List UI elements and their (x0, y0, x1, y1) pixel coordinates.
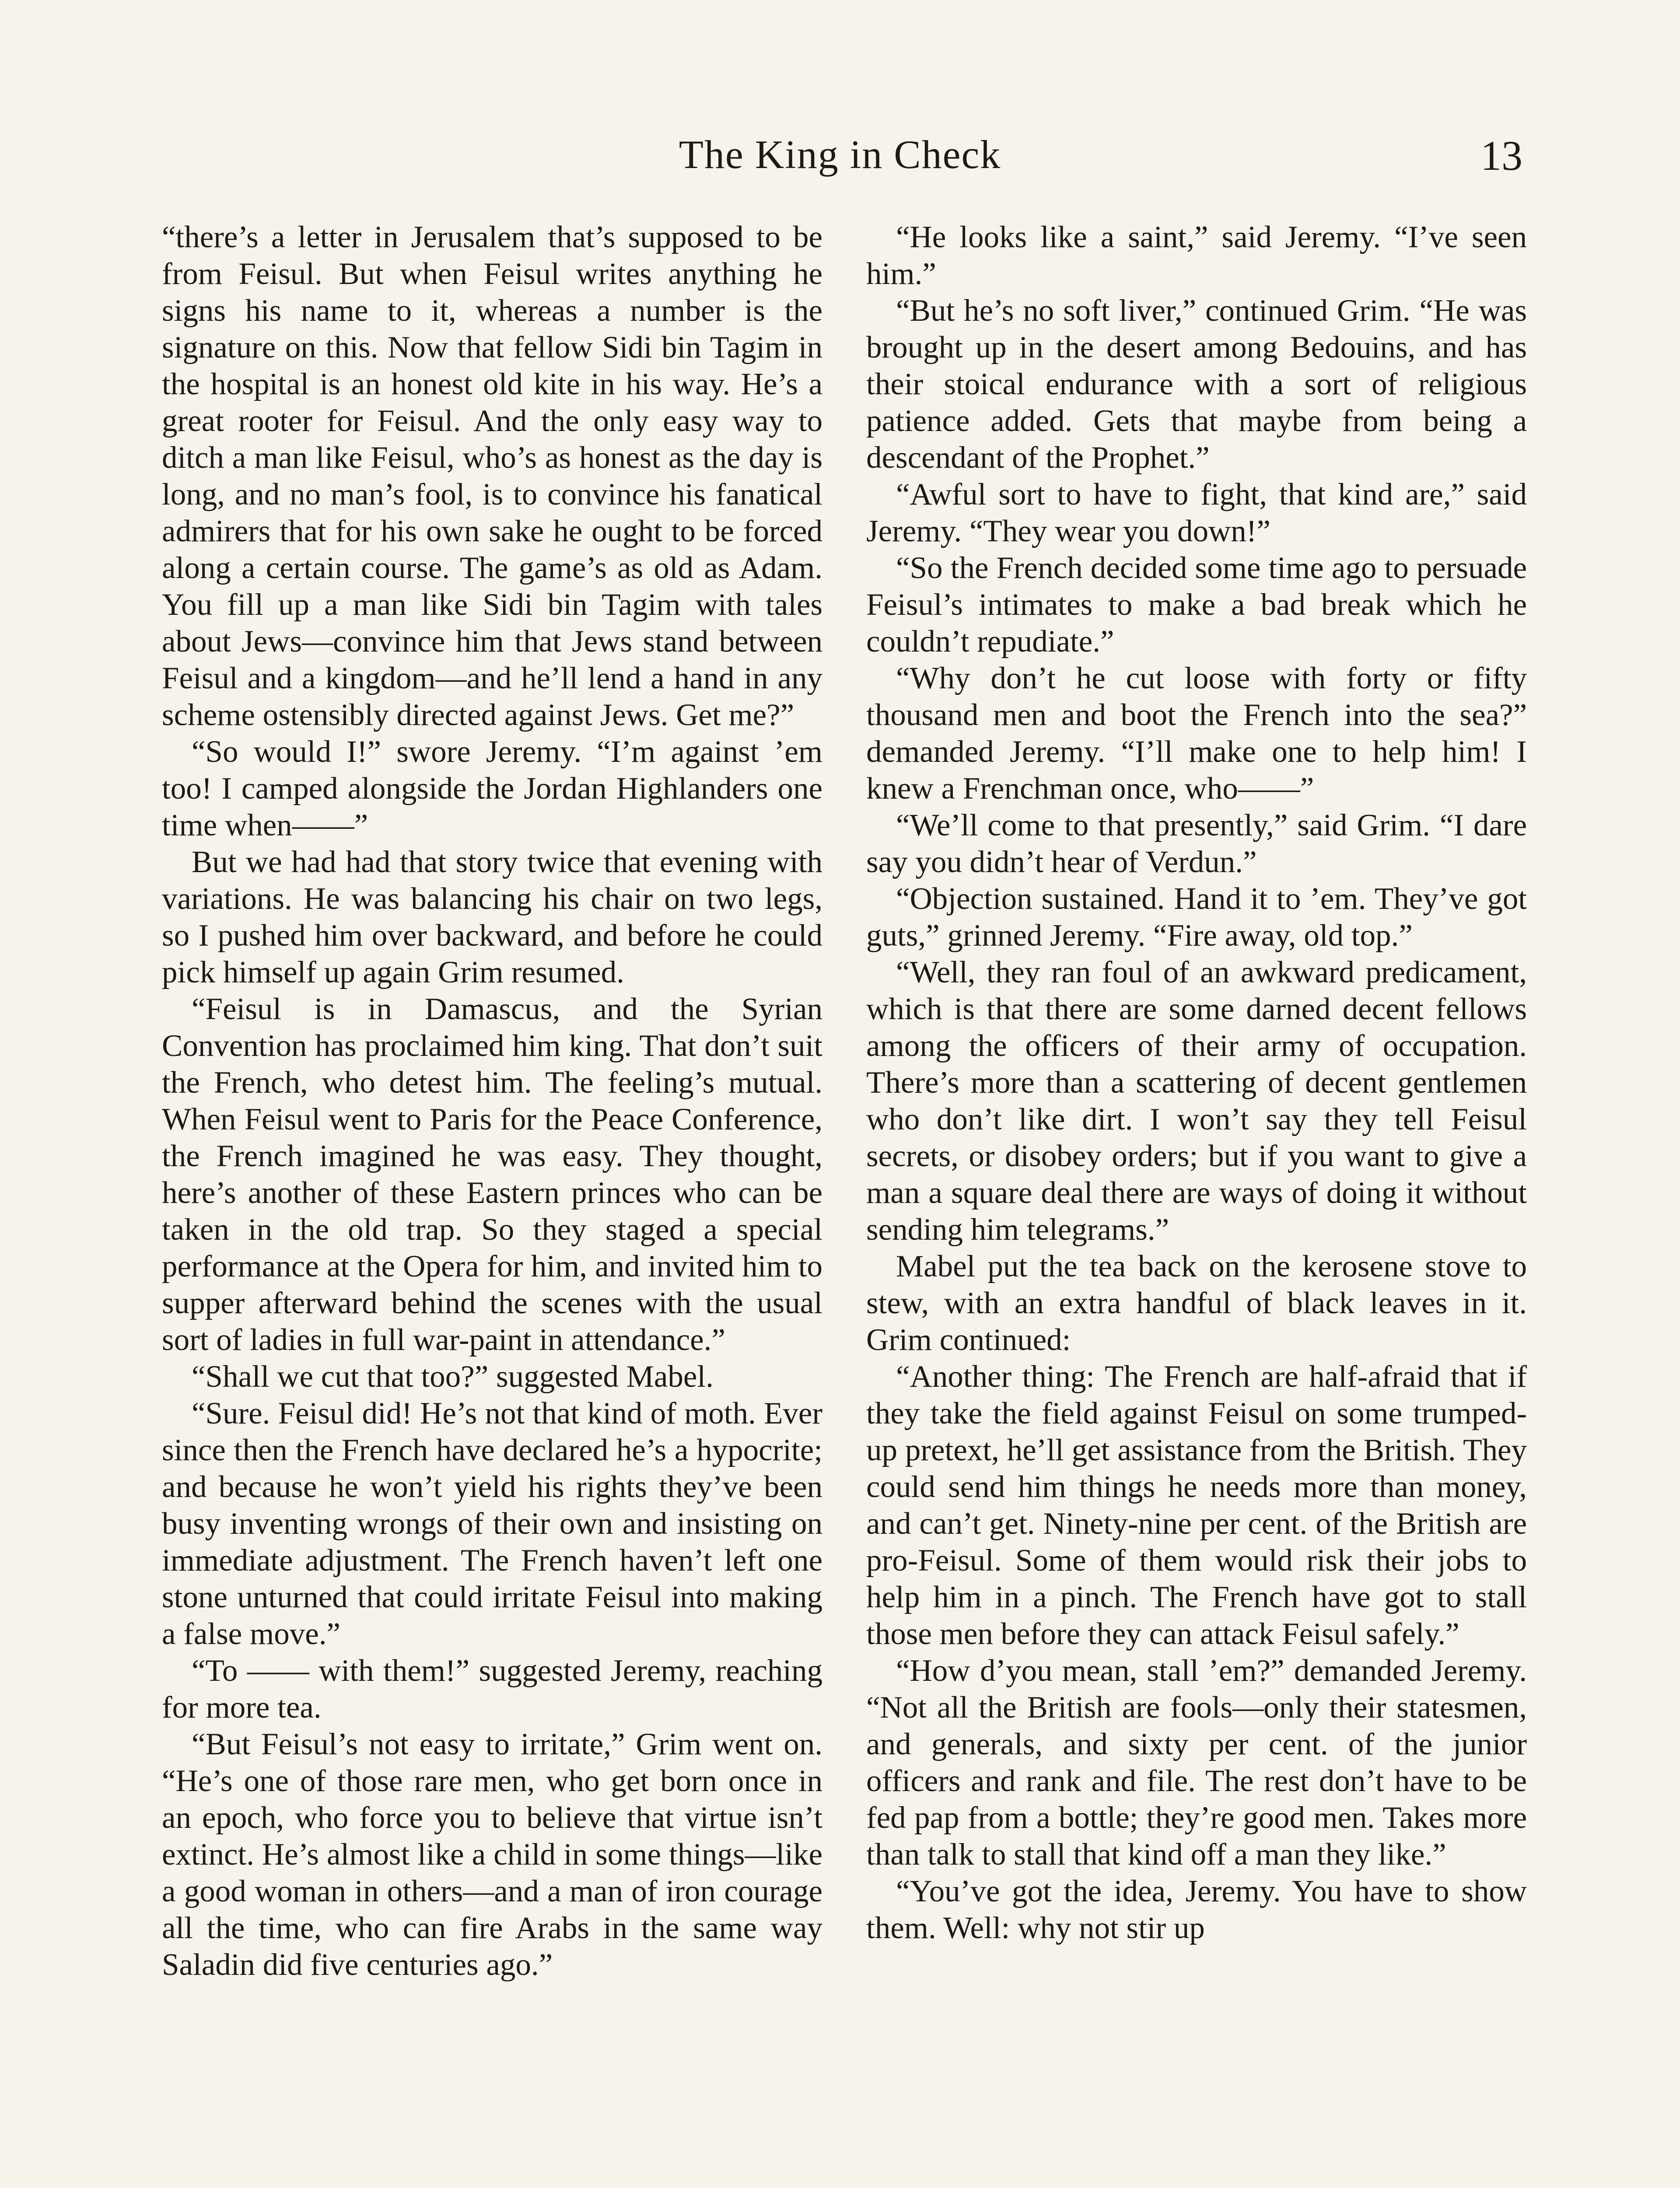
paragraph: “To —— with them!” suggested Jeremy, reaching for more tea. (162, 1654, 822, 1725)
right-column (866, 219, 1527, 2188)
paragraph: “Awful sort to have to fight, that kind are,” said Jeremy. “They wear you down!” (866, 477, 1527, 548)
paragraph: “Well, they ran foul of an awkward predicament, which is that there are some darned decent fellows among the officers of their army of occupation. There’s more than a scattering of decent gentlemen who don’t like dirt. I won’t say they tell Feisul secrets, or disobey orders; but if you want to give a man a square deal there are ways of doing it without sending him telegrams.” (866, 955, 1527, 1247)
left-column (162, 219, 822, 2188)
paragraph: “Why don’t he cut loose with forty or fifty thousand men and boot the French into the sea?” demanded Jeremy. “I’ll make one to help him! I knew a Frenchman once, who——” (866, 661, 1527, 806)
paragraph: “So the French decided some time ago to persuade Feisul’s intimates to make a bad break which he couldn’t repudiate.” (866, 551, 1527, 659)
text-columns (162, 219, 1527, 2188)
paragraph: “But Feisul’s not easy to irritate,” Grim went on. “He’s one of those rare men, who get born once in an epoch, who force you to believe that virtue isn’t extinct. He’s almost like a child in some things—like a good woman in others—and a man of iron courage all the time, who can fire Arabs in the same way Saladin did five centuries ago.” (162, 1727, 822, 1982)
paragraph: Mabel put the tea back on the kerosene stove to stew, with an extra handful of black leaves in it. Grim continued: (866, 1249, 1527, 1357)
page-header (0, 131, 1680, 188)
paragraph: “Objection sustained. Hand it to ’em. They’ve got guts,” grinned Jeremy. “Fire away, old top.” (866, 882, 1527, 953)
paragraph: “But he’s no soft liver,” continued Grim. “He was brought up in the desert among Bedouins, and has their stoical endurance with a sort of religious patience added. Gets that maybe from being a descendant of the Prophet.” (866, 294, 1527, 475)
running-title: The King in Check (679, 132, 1001, 177)
paragraph: “You’ve got the idea, Jeremy. You have to show them. Well: why not stir up (866, 1874, 1527, 1945)
paragraph: “Another thing: The French are half-afraid that if they take the field against Feisul on some trumped-up pretext, he’ll get assistance from the British. They could send him things he needs more than money, and can’t get. Ninety-nine per cent. of the British are pro-Feisul. Some of them would risk their jobs to help him in a pinch. The French have got to stall those men before they can attack Feisul safely.” (866, 1360, 1527, 1651)
paragraph: “He looks like a saint,” said Jeremy. “I’ve seen him.” (866, 220, 1527, 291)
paragraph: “How d’you mean, stall ’em?” demanded Jeremy. “Not all the British are fools—only their statesmen, and generals, and sixty per cent. of the junior officers and rank and file. The rest don’t have to be fed pap from a bottle; they’re good men. Takes more than talk to stall that kind off a man they like.” (866, 1654, 1527, 1872)
page-number: 13 (1480, 132, 1522, 179)
paragraph: “there’s a letter in Jerusalem that’s supposed to be from Feisul. But when Feisul writes anything he signs his name to it, whereas a number is the signature on this. Now that fellow Sidi bin Tagim in the hospital is an honest old kite in his way. He’s a great rooter for Feisul. And the only easy way to ditch a man like Feisul, who’s as honest as the day is long, and no man’s fool, is to convince his fanatical admirers that for his own sake he ought to be forced along a certain course. The game’s as old as Adam. You fill up a man like Sidi bin Tagim with tales about Jews—convince him that Jews stand between Feisul and a kingdom—and he’ll lend a hand in any scheme ostensibly directed against Jews. Get me?” (162, 220, 822, 732)
paragraph: “We’ll come to that presently,” said Grim. “I dare say you didn’t hear of Verdun.” (866, 808, 1527, 879)
paragraph: “So would I!” swore Jeremy. “I’m against ’em too! I camped alongside the Jordan Highlanders one time when——” (162, 735, 822, 842)
paragraph: “Sure. Feisul did! He’s not that kind of moth. Ever since then the French have declared he’s a hypocrite; and because he won’t yield his rights they’ve been busy inventing wrongs of their own and insisting on immediate adjustment. The French haven’t left one stone unturned that could irritate Feisul into making a false move.” (162, 1396, 822, 1651)
paragraph: “Shall we cut that too?” suggested Mabel. (192, 1360, 714, 1394)
paragraph: “Feisul is in Damascus, and the Syrian Convention has proclaimed him king. That don’t suit the French, who detest him. The feeling’s mutual. When Feisul went to Paris for the Peace Conference, the French imagined he was easy. They thought, here’s another of these Eastern princes who can be taken in the old trap. So they staged a special performance at the Opera for him, and invited him to supper afterward behind the scenes with the usual sort of ladies in full war-paint in attendance.” (162, 992, 822, 1357)
paragraph: But we had had that story twice that evening with variations. He was balancing his chair on two legs, so I pushed him over backward, and before he could pick himself up again Grim resumed. (162, 845, 822, 989)
